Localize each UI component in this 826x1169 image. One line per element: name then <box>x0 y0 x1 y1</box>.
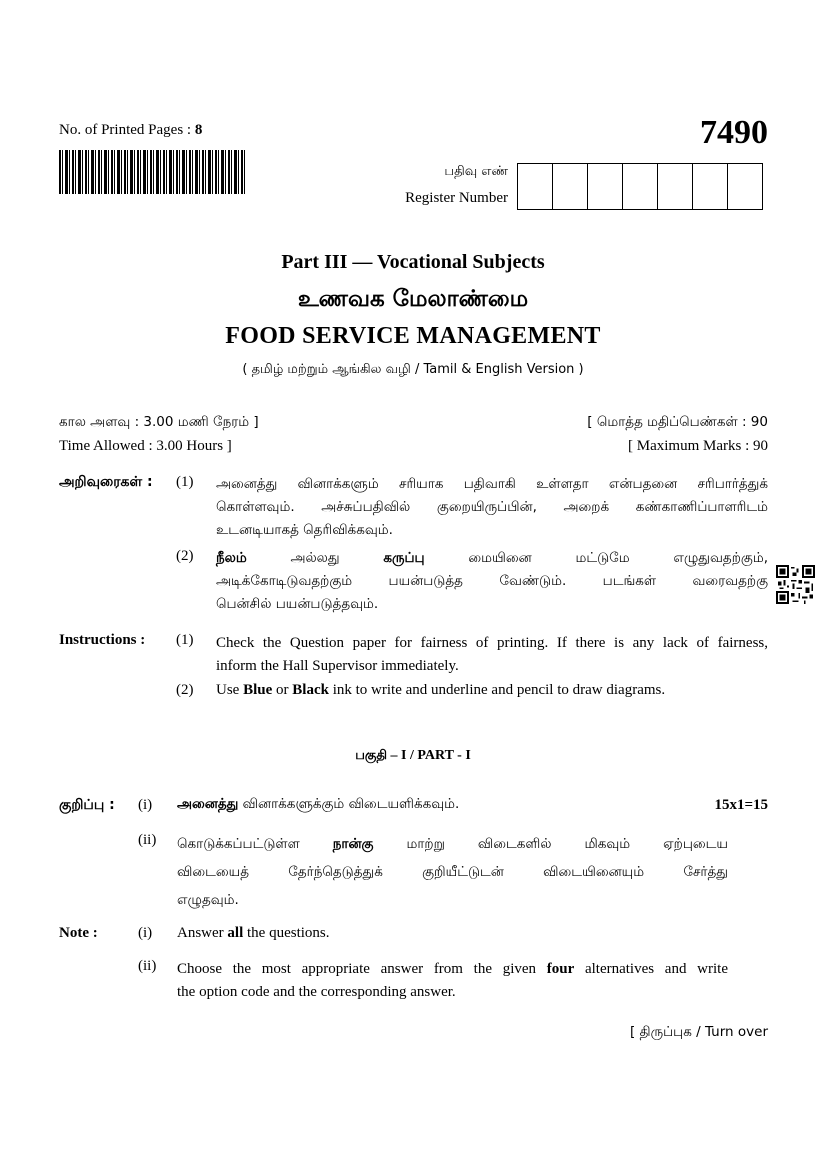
instructions-en-label: Instructions : <box>59 632 146 648</box>
note-en-2-num: (ii) <box>138 958 157 974</box>
register-digit-box[interactable] <box>553 164 588 209</box>
instruction-ta-1-line: அனைத்து வினாக்களும் சரியாக பதிவாகி உள்ளதா என்பதனை சரிபார்த்துக் <box>216 476 768 492</box>
barcode <box>59 150 245 194</box>
note-ta-2-line: எழுதவும். <box>177 892 239 908</box>
instruction-ta-2-num: (2) <box>176 548 194 564</box>
instruction-en-1-line: inform the Hall Supervisor immediately. <box>216 658 459 674</box>
note-ta-2-line: விடையைத் தேர்ந்தெடுத்துக் குறியீட்டுடன் விடையினையும் சேர்த்து <box>177 864 728 880</box>
note-en-2-line: the option code and the corresponding answer. <box>177 984 456 1000</box>
register-digit-box[interactable] <box>693 164 728 209</box>
all-word-en: all <box>227 925 244 941</box>
part-heading <box>0 748 826 764</box>
time-allowed-ta: கால அளவு : 3.00 மணி நேரம் ] <box>59 414 259 430</box>
instruction-ta-2-line: நீலம் அல்லது கருப்பு மையினை மட்டுமே எழுதுவதற்கும், <box>216 550 768 566</box>
note-ta-1: அனைத்து வினாக்களுக்கும் விடையளிக்கவும். <box>177 796 460 812</box>
part-title: Part III — Vocational Subjects <box>281 251 545 273</box>
part-heading-ta: பகுதி <box>355 748 388 763</box>
black-word-en: Black <box>292 682 329 698</box>
printed-pages-value: 8 <box>194 122 203 138</box>
instruction-ta-1 <box>216 473 768 542</box>
register-label-ta: பதிவு எண் <box>444 164 508 179</box>
part-heading-en: – I / PART - I <box>387 748 471 763</box>
note-en-1: Answer all the questions. <box>177 925 330 941</box>
printed-pages <box>59 122 202 139</box>
register-number-boxes[interactable] <box>517 163 763 210</box>
register-digit-box[interactable] <box>518 164 553 209</box>
blue-word-ta: நீலம் <box>216 550 247 566</box>
register-digit-box[interactable] <box>623 164 658 209</box>
instruction-ta-2-line: அடிக்கோடிடுவதற்கும் பயன்படுத்த வேண்டும். படங்கள் வரைவதற்கு <box>216 573 768 589</box>
register-digit-box[interactable] <box>588 164 623 209</box>
four-word-en: four <box>546 961 575 977</box>
instructions-ta-label: அறிவுரைகள் : <box>59 474 153 490</box>
instruction-ta-2-line: பென்சில் பயன்படுத்தவும். <box>216 596 379 612</box>
instruction-en-2-num: (2) <box>176 682 194 698</box>
note-ta-2-num: (ii) <box>138 832 157 848</box>
printed-pages-label: No. of Printed Pages : <box>59 122 195 138</box>
note-en-2 <box>177 958 728 1004</box>
note-en-2-line: Choose the most appropriate answer from the given four alternatives and write <box>177 961 728 977</box>
max-marks-ta: [ மொத்த மதிப்பெண்கள் : 90 <box>587 414 768 430</box>
register-digit-box[interactable] <box>728 164 763 209</box>
note-en-1-num: (i) <box>138 925 153 941</box>
subject-title-en: FOOD SERVICE MANAGEMENT <box>225 323 601 349</box>
register-label-en: Register Number <box>405 190 508 206</box>
version-text: ( தமிழ் மற்றும் ஆங்கில வழி / Tamil & English Version ) <box>242 362 584 377</box>
instruction-ta-1-num: (1) <box>176 474 194 490</box>
instruction-en-1-line: Check the Question paper for fairness of printing. If there is any lack of fairness, <box>216 635 768 651</box>
instruction-en-1 <box>216 632 768 678</box>
note-ta-1-num: (i) <box>138 797 153 813</box>
turn-over <box>630 1024 768 1042</box>
version-line <box>0 362 826 378</box>
qr-code <box>776 565 815 604</box>
max-marks-en: [ Maximum Marks : 90 <box>628 438 768 454</box>
instruction-en-1-num: (1) <box>176 632 194 648</box>
black-word-ta: கருப்பு <box>383 550 425 566</box>
blue-word-en: Blue <box>243 682 273 698</box>
register-digit-box[interactable] <box>658 164 693 209</box>
subject-title-ta: உணவக மேலாண்மை <box>297 286 529 312</box>
note-ta-2-line: கொடுக்கப்பட்டுள்ள நான்கு மாற்று விடைகளில் மிகவும் ஏற்புடைய <box>177 836 728 852</box>
instruction-en-2: Use Blue or Black ink to write and underline and pencil to draw diagrams. <box>216 682 666 698</box>
note-ta-label: குறிப்பு : <box>59 797 115 813</box>
instruction-ta-1-line: கொள்ளவும். அச்சுப்பதிவில் குறையிருப்பின், அறைக் கண்காணிப்பாளரிடம் <box>216 499 768 515</box>
turn-over-text: [ திருப்புக / Turn over <box>629 1024 768 1040</box>
all-word-ta: அனைத்து <box>177 796 239 812</box>
four-word-ta: நான்கு <box>332 836 374 852</box>
time-allowed-en: Time Allowed : 3.00 Hours ] <box>59 438 232 454</box>
note-en-label: Note : <box>59 925 98 941</box>
paper-code: 7490 <box>700 114 768 151</box>
section-marks: 15x1=15 <box>714 797 768 813</box>
instruction-ta-1-line: உடனடியாகத் தெரிவிக்கவும். <box>216 522 393 538</box>
instruction-ta-2 <box>216 547 768 616</box>
note-ta-2 <box>177 830 728 914</box>
